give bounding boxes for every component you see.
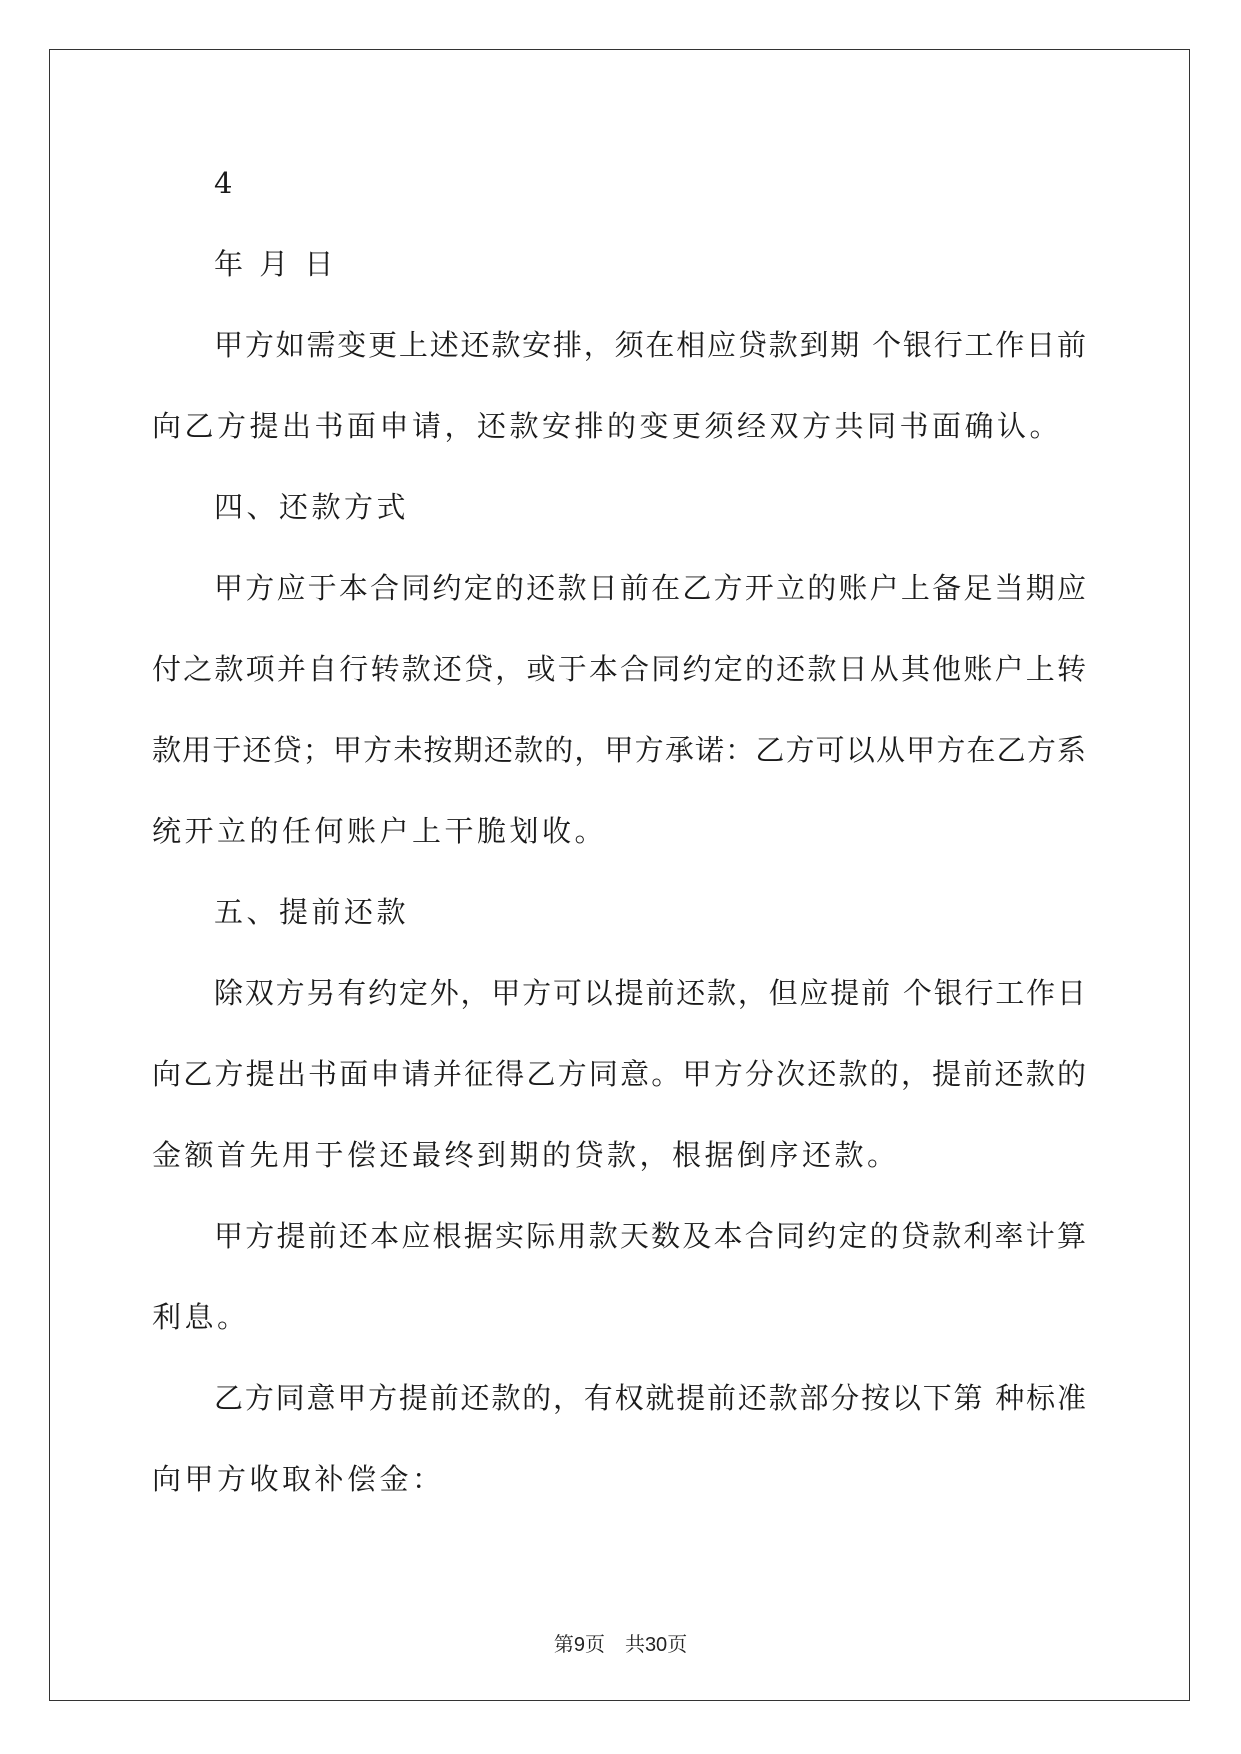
page-number-text: 4 xyxy=(214,166,236,200)
footer-total-suffix: 页 xyxy=(667,1632,688,1656)
footer-page-number: 9 xyxy=(573,1634,585,1656)
paragraph-line: 统开立的任何账户上干脆划收。 xyxy=(152,814,608,848)
footer-total-prefix: 共 xyxy=(624,1632,645,1656)
footer-total-pages: 30 xyxy=(644,1634,668,1656)
paragraph-line: 向乙方提出书面申请并征得乙方同意。甲方分次还款的，提前还款的 xyxy=(152,1057,1086,1091)
paragraph-line: 金额首先用于偿还最终到期的贷款，根据倒序还款。 xyxy=(152,1138,900,1172)
paragraph-line: 款用于还贷；甲方未按期还款的，甲方承诺：乙方可以从甲方在乙方系 xyxy=(152,733,1086,767)
paragraph-line: 甲方如需变更上述还款安排，须在相应贷款到期 个银行工作日前 xyxy=(214,328,1086,362)
paragraph-line: 除双方另有约定外，甲方可以提前还款，但应提前 个银行工作日 xyxy=(214,976,1086,1010)
footer-page-suffix: 页 xyxy=(584,1632,605,1656)
paragraph-line: 乙方同意甲方提前还款的，有权就提前还款部分按以下第 种标准 xyxy=(214,1381,1086,1415)
page-footer xyxy=(0,1632,1241,1657)
date-line: 年 月 日 xyxy=(214,247,337,281)
section-heading-repayment-method: 四、还款方式 xyxy=(214,490,410,524)
paragraph-line: 向甲方收取补偿金： xyxy=(152,1462,445,1496)
paragraph-line: 甲方应于本合同约定的还款日前在乙方开立的账户上备足当期应 xyxy=(214,571,1086,605)
paragraph-line: 向乙方提出书面申请，还款安排的变更须经双方共同书面确认。 xyxy=(152,409,1063,443)
section-heading-early-repayment: 五、提前还款 xyxy=(214,895,410,929)
paragraph-line: 甲方提前还本应根据实际用款天数及本合同约定的贷款利率计算 xyxy=(214,1219,1086,1253)
paragraph-line: 付之款项并自行转款还贷，或于本合同约定的还款日从其他账户上转 xyxy=(152,652,1086,686)
document-body xyxy=(152,163,1086,1540)
footer-page-prefix: 第 xyxy=(553,1632,574,1656)
paragraph-line: 利息。 xyxy=(152,1300,250,1334)
